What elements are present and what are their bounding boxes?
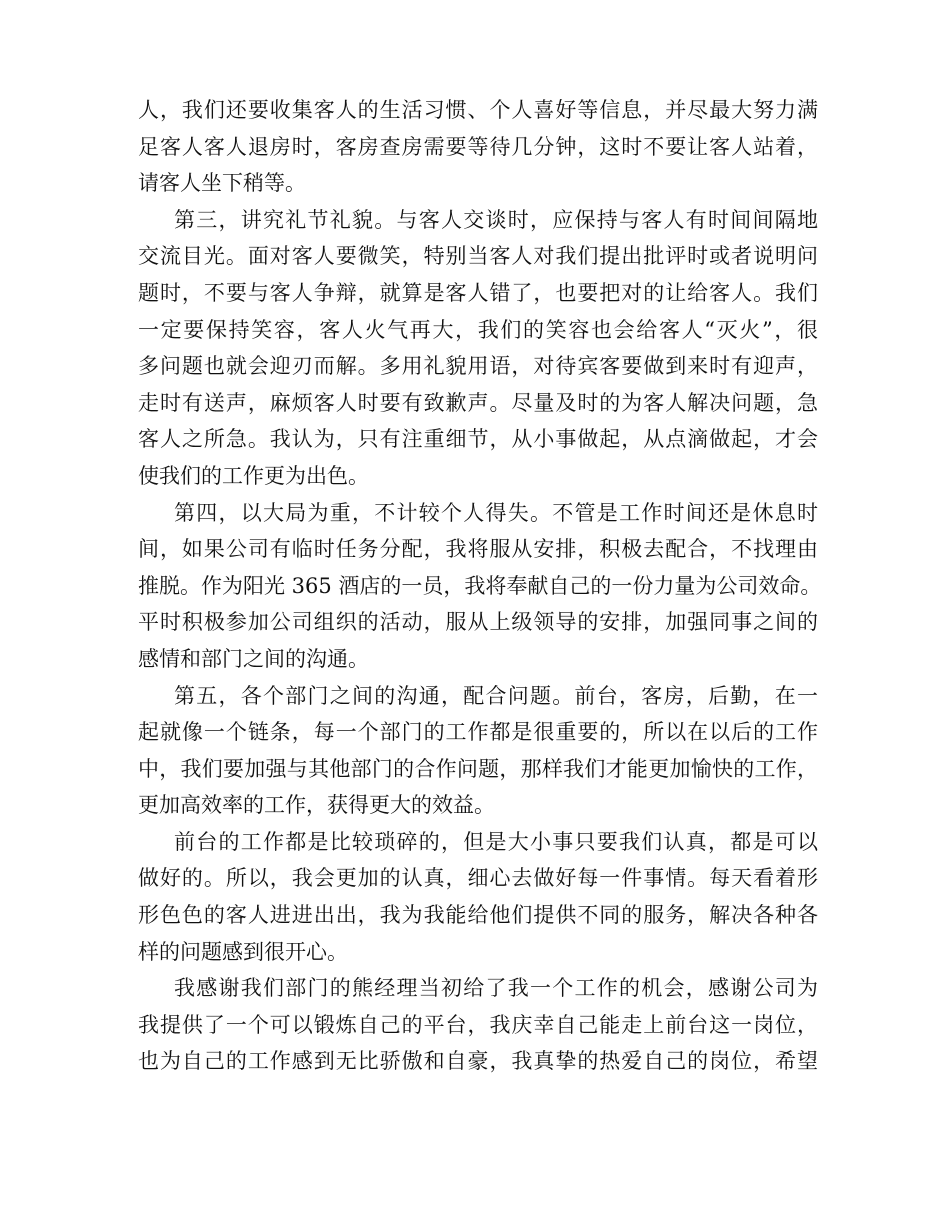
text-line: 推脱。作为阳光 365 酒店的一员，我将奉献自己的一份力量为公司效命。 [138, 573, 822, 598]
text-line: 一定要保持笑容，客人火气再大，我们的笑容也会给客人“灭火”，很 [138, 317, 818, 342]
text-line: 平时积极参加公司组织的活动，服从上级领导的安排，加强同事之间的 [138, 610, 818, 635]
text-line: 更加高效率的工作，获得更大的效益。 [138, 793, 495, 818]
text-line: 人，我们还要收集客人的生活习惯、个人喜好等信息，并尽最大努力满 [138, 98, 818, 122]
text-line: 做好的。所以，我会更加的认真，细心去做好每一件事情。每天看着形 [138, 866, 818, 891]
text-line: 请客人坐下稍等。 [138, 171, 306, 196]
text-line: 题时，不要与客人争辩，就算是客人错了，也要把对的让给客人。我们 [138, 280, 818, 305]
text-line: 起就像一个链条，每一个部门的工作都是很重要的，所以在以后的工作 [138, 720, 818, 745]
text-line: 客人之所急。我认为，只有注重细节，从小事做起，从点滴做起，才会 [138, 427, 818, 452]
text-line: 前台的工作都是比较琐碎的，但是大小事只要我们认真，都是可以 [174, 829, 818, 854]
text-line: 多问题也就会迎刃而解。多用礼貌用语，对待宾客要做到来时有迎声， [138, 354, 818, 379]
text-line: 我提供了一个可以锻炼自己的平台，我庆幸自己能走上前台这一岗位， [138, 1012, 818, 1037]
text-line: 走时有送声，麻烦客人时要有致歉声。尽量及时的为客人解决问题，急 [138, 390, 818, 415]
text-line: 使我们的工作更为出色。 [138, 463, 369, 488]
text-line: 第四，以大局为重，不计较个人得失。不管是工作时间还是休息时 [174, 500, 818, 525]
text-line: 第三，讲究礼节礼貌。与客人交谈时，应保持与客人有时间间隔地 [174, 207, 818, 232]
text-line: 我感谢我们部门的熊经理当初给了我一个工作的机会，感谢公司为 [174, 976, 818, 1001]
text-line: 中，我们要加强与其他部门的合作问题，那样我们才能更加愉快的工作， [138, 756, 818, 781]
text-line: 也为自己的工作感到无比骄傲和自豪，我真挚的热爱自己的岗位，希望 [138, 1049, 818, 1074]
text-line: 足客人客人退房时，客房查房需要等待几分钟，这时不要让客人站着， [138, 134, 818, 159]
text-line: 第五，各个部门之间的沟通，配合问题。前台，客房，后勤，在一 [174, 683, 818, 708]
text-line: 感情和部门之间的沟通。 [138, 646, 369, 671]
document-body [138, 92, 822, 1080]
text-line: 样的问题感到很开心。 [138, 939, 348, 964]
text-line: 间，如果公司有临时任务分配，我将服从安排，积极去配合，不找理由 [138, 537, 818, 562]
text-line: 形色色的客人进进出出，我为我能给他们提供不同的服务，解决各种各 [138, 903, 818, 928]
text-line: 交流目光。面对客人要微笑，特别当客人对我们提出批评时或者说明问 [138, 244, 818, 269]
